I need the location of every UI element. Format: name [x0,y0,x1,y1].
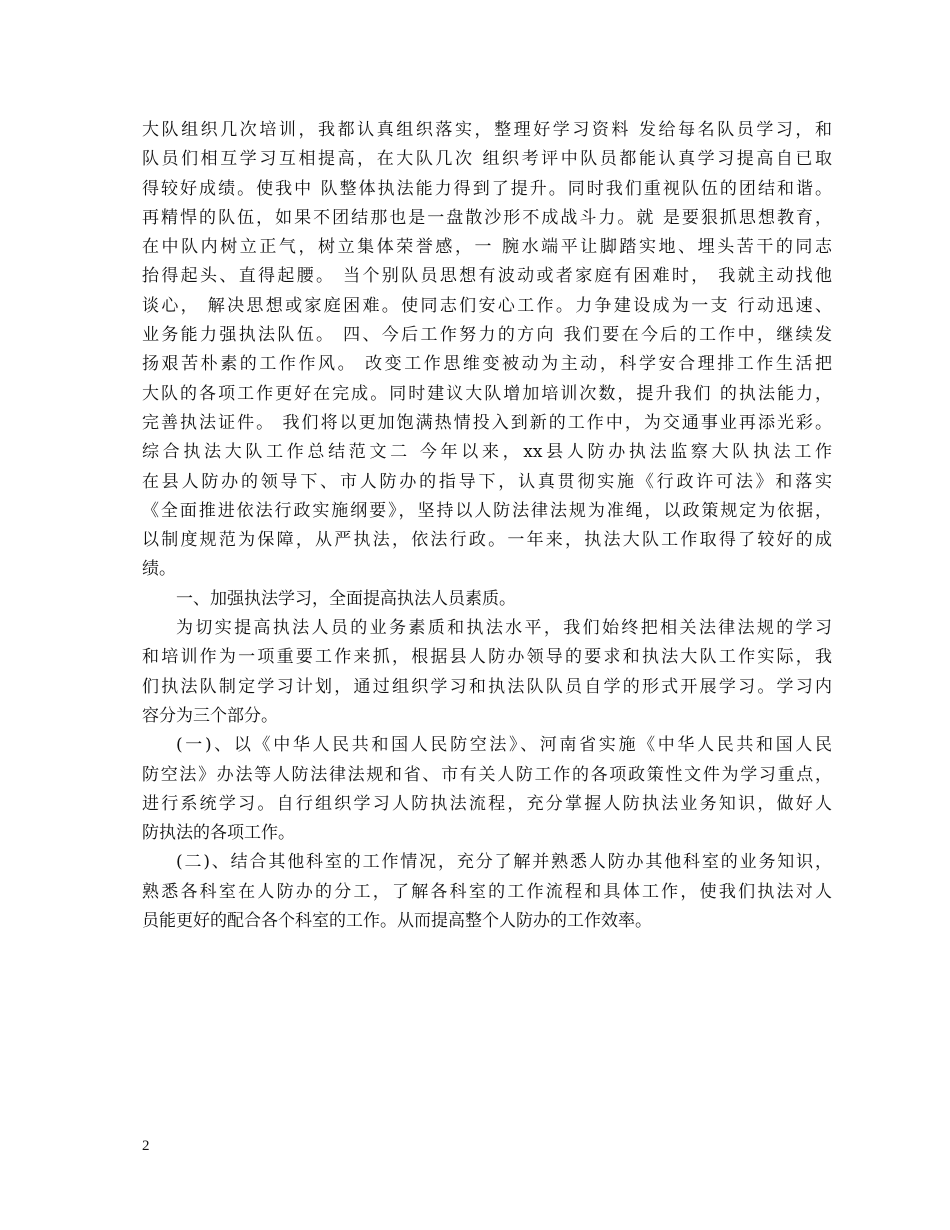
text-line: 一、加强执法学习，全面提高执法人员素质。 [176,588,516,609]
text-line: 完善执法证件。 我们将以更加饱满热情投入到新的工作中，为交通事业再添光彩。 [142,412,832,433]
text-line: 抬得起头、直得起腰。 当个别队员思想有波动或者家庭有困难时， 我就主动找他 [142,266,832,287]
text-line: 在县人防办的领导下、市人防办的指导下，认真贯彻实施《行政许可法》和落实 [142,471,832,492]
text-line: 进行系统学习。自行组织学习人防执法流程，充分掌握人防执法业务知识，做好人 [142,793,832,814]
text-line: 得较好成绩。使我中 队整体执法能力得到了提升。同时我们重视队伍的团结和谐。 [142,178,832,199]
text-line: 再精悍的队伍，如果不团结那也是一盘散沙形不成战斗力。就 是要狠抓思想教育， [142,207,832,228]
text-line: 综合执法大队工作总结范文二 今年以来，xx县人防办执法监察大队执法工作 [142,442,832,463]
text-line: 防空法》办法等人防法律法规和省、市有关人防工作的各项政策性文件为学习重点， [142,764,832,785]
text-line: 容分为三个部分。 [142,705,278,726]
document-body [142,116,832,936]
text-line: (二)、结合其他科室的工作情况，充分了解并熟悉人防办其他科室的业务知识， [176,852,832,873]
text-line: 和培训作为一项重要工作来抓，根据县人防办领导的要求和执法大队工作实际，我 [142,647,832,668]
text-line: 大队的各项工作更好在完成。同时建议大队增加培训次数，提升我们 的执法能力， [142,383,832,404]
text-line: 扬艰苦朴素的工作作风。 改变工作思维变被动为主动，科学安合理排工作生活把 [142,354,832,375]
text-line: (一)、以《中华人民共和国人民防空法》、河南省实施《中华人民共和国人民 [176,735,832,756]
text-line: 绩。 [142,559,176,580]
text-line: 熟悉各科室在人防办的分工，了解各科室的工作流程和具体工作，使我们执法对人 [142,881,832,902]
text-line: 以制度规范为保障，从严执法，依法行政。一年来，执法大队工作取得了较好的成 [142,530,832,551]
page-number: 2 [142,1138,150,1154]
text-line: 员能更好的配合各个科室的工作。从而提高整个人防办的工作效率。 [142,911,652,932]
text-line: 们执法队制定学习计划，通过组织学习和执法队队员自学的形式开展学习。学习内 [142,676,832,697]
text-line: 为切实提高执法人员的业务素质和执法水平，我们始终把相关法律法规的学习 [176,618,832,639]
text-line: 《全面推进依法行政实施纲要》，坚持以人防法律法规为准绳，以政策规定为依据， [142,500,832,521]
text-line: 大队组织几次培训，我都认真组织落实，整理好学习资料 发给每名队员学习，和 [142,120,832,140]
text-line: 业务能力强执法队伍。 四、今后工作努力的方向 我们要在今后的工作中，继续发 [142,325,832,346]
text-line: 谈心， 解决思想或家庭困难。使同志们安心工作。力争建设成为一支 行动迅速、 [142,295,832,316]
text-line: 队员们相互学习互相提高，在大队几次 组织考评中队员都能认真学习提高自已取 [142,149,832,170]
text-line: 在中队内树立正气，树立集体荣誉感，一 腕水端平让脚踏实地、埋头苦干的同志 [142,237,832,258]
text-line: 防执法的各项工作。 [142,823,295,844]
